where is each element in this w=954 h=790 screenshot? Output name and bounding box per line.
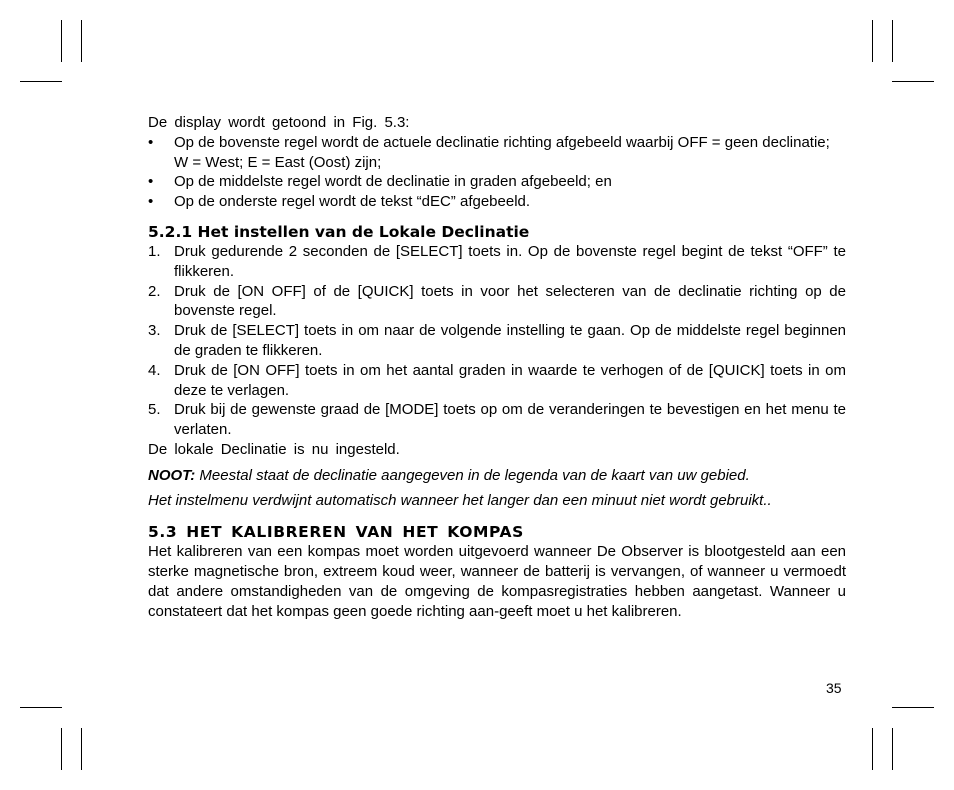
crop-mark [892,81,934,82]
step-number: 2. [148,282,161,300]
step-number: 5. [148,401,161,419]
note-paragraph-2: Het instelmenu verdwijnt automatisch wanneer het langer dan een minuut niet wordt gebruikt.. [148,491,772,509]
list-item [148,400,846,440]
section-heading-5-2-1: 5.2.1 Het instellen van de Lokale Declinatie [148,222,530,241]
crop-mark [81,728,82,770]
intro-text: De display wordt getoond in Fig. 5.3: [148,114,410,131]
list-item [148,242,846,282]
step-text: Druk de [ON OFF] toets in om het aantal graden in waarde te verhogen of de [QUICK] toets in om deze te verlagen. [174,361,846,399]
crop-mark [20,81,62,82]
step-text: Druk de [SELECT] toets in om naar de volgende instelling te gaan. Op de middelste regel beginnen de graden te flikkeren. [174,322,846,359]
note-paragraph [148,466,846,486]
crop-mark [892,20,893,62]
crop-mark [892,707,934,708]
page-content [148,113,846,622]
closing-text: De lokale Declinatie is nu ingesteld. [148,440,400,458]
note-label: NOOT: [148,466,196,484]
section-heading-5-3: 5.3 HET KALIBREREN VAN HET KOMPAS [148,523,524,542]
list-item [148,282,846,322]
section-body: Het kalibreren van een kompas moet worden uitgevoerd wanneer De Observer is blootgesteld aan een sterke magnetische bron, extreem koud weer, wanneer de batterij is vervangen, of wanneer u vermoedt dat andere omstandigheden van de omgeving de kompasregistraties hebben aangetast. Wanneer u constateert dat het kompas geen goede richting aan-geeft moet u het kalibreren. [148,543,846,620]
crop-mark [892,728,893,770]
page-number: 35 [826,680,842,696]
note-text: Meestal staat de declinatie aangegeven in de legenda van de kaart van uw gebied. [199,466,750,484]
crop-mark [61,20,62,62]
crop-mark [872,20,873,62]
crop-mark [20,707,62,708]
step-text: Druk gedurende 2 seconden de [SELECT] toets in. Op de bovenste regel begint de tekst “OFF” te flikkeren. [174,242,846,280]
step-text: Druk de [ON OFF] of de [QUICK] toets in voor het selecteren van de declinatie richting op de bovenste regel. [174,282,846,320]
list-item [148,321,846,361]
step-number: 1. [148,242,161,260]
step-number: 4. [148,361,161,379]
crop-mark [81,20,82,62]
list-item: • Op de bovenste regel wordt de actuele declinatie richting afgebeeld waarbij OFF = geen declinatie; W = West; E = East (Oost) zijn; [148,133,846,173]
step-number: 3. [148,322,161,340]
step-text: Druk bij de gewenste graad de [MODE] toets op om de veranderingen te bevestigen en het menu te verlaten. [174,401,846,439]
steps-list [148,242,846,440]
list-item [148,361,846,401]
crop-mark [872,728,873,770]
crop-mark [61,728,62,770]
list-item: • Op de middelste regel wordt de declinatie in graden afgebeeld; en [148,172,846,192]
list-item: • Op de onderste regel wordt de tekst “dEC” afgebeeld. [148,192,846,212]
bullet-list [148,133,846,212]
